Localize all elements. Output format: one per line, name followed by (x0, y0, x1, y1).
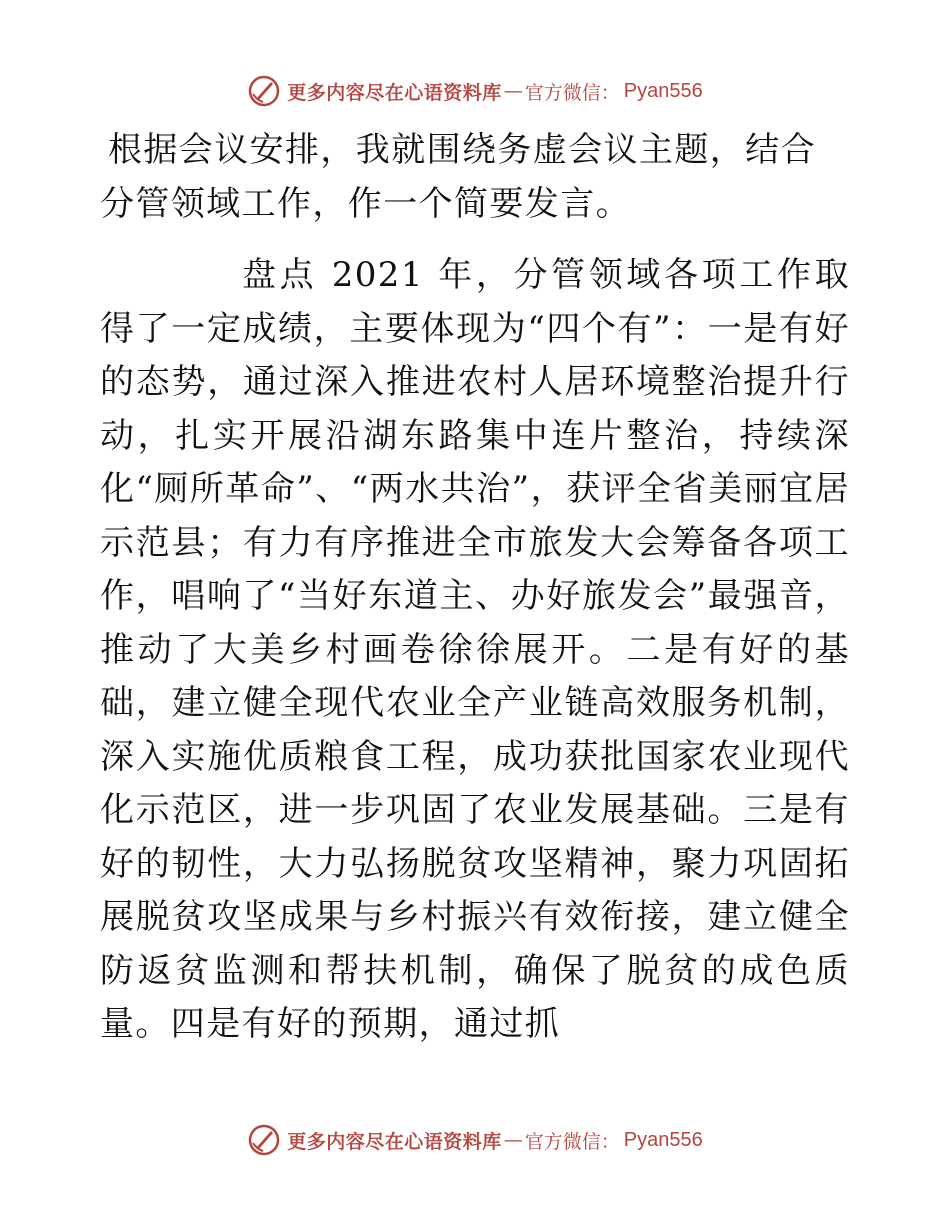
watermark-brand: 更多内容尽在心语资料库 (287, 81, 502, 104)
watermark-wechat-id: Pyan556 (623, 79, 703, 102)
watermark-footer (0, 1120, 950, 1160)
watermark-header (0, 71, 950, 111)
quill-logo-icon (247, 1123, 281, 1157)
watermark-wechat-label: 官方微信： (524, 1130, 620, 1153)
paragraph-intro: 根据会议安排，我就围绕务虚会议主题，结合分管领域工作，作一个简要发言。 (100, 130, 816, 224)
watermark-wechat-id: Pyan556 (623, 1128, 703, 1151)
document-body (100, 124, 850, 1052)
watermark-separator: — (503, 1129, 523, 1151)
watermark-wechat-label: 官方微信： (524, 81, 620, 104)
watermark-separator: — (503, 80, 523, 102)
paragraph-review: 盘点 2021 年，分管领域各项工作取得了一定成绩，主要体现为“四个有”：一是有好的态势，通过深入推进农村人居环境整治提升行动，扎实开展沿湖东路集中连片整治，持续深化“厕所革命”、“两水共治”，获评全省美丽宜居示范县；有力有序推进全市旅发大会筹备各项工作，唱响了“当好东道主、办好旅发会”最强音，推动了大美乡村画卷徐徐展开。二是有好的基础，建立健全现代农业全产业链高效服务机制，深入实施优质粮食工程，成功获批国家农业现代化示范区，进一步巩固了农业发展基础。三是有好的韧性，大力弘扬脱贫攻坚精神，聚力巩固拓展脱贫攻坚成果与乡村振兴有效衔接，建立健全防返贫监测和帮扶机制，确保了脱贫的成色质量。四是有好的预期，通过抓 (100, 255, 850, 1044)
quill-logo-icon (247, 74, 281, 108)
watermark-brand: 更多内容尽在心语资料库 (287, 1130, 502, 1153)
